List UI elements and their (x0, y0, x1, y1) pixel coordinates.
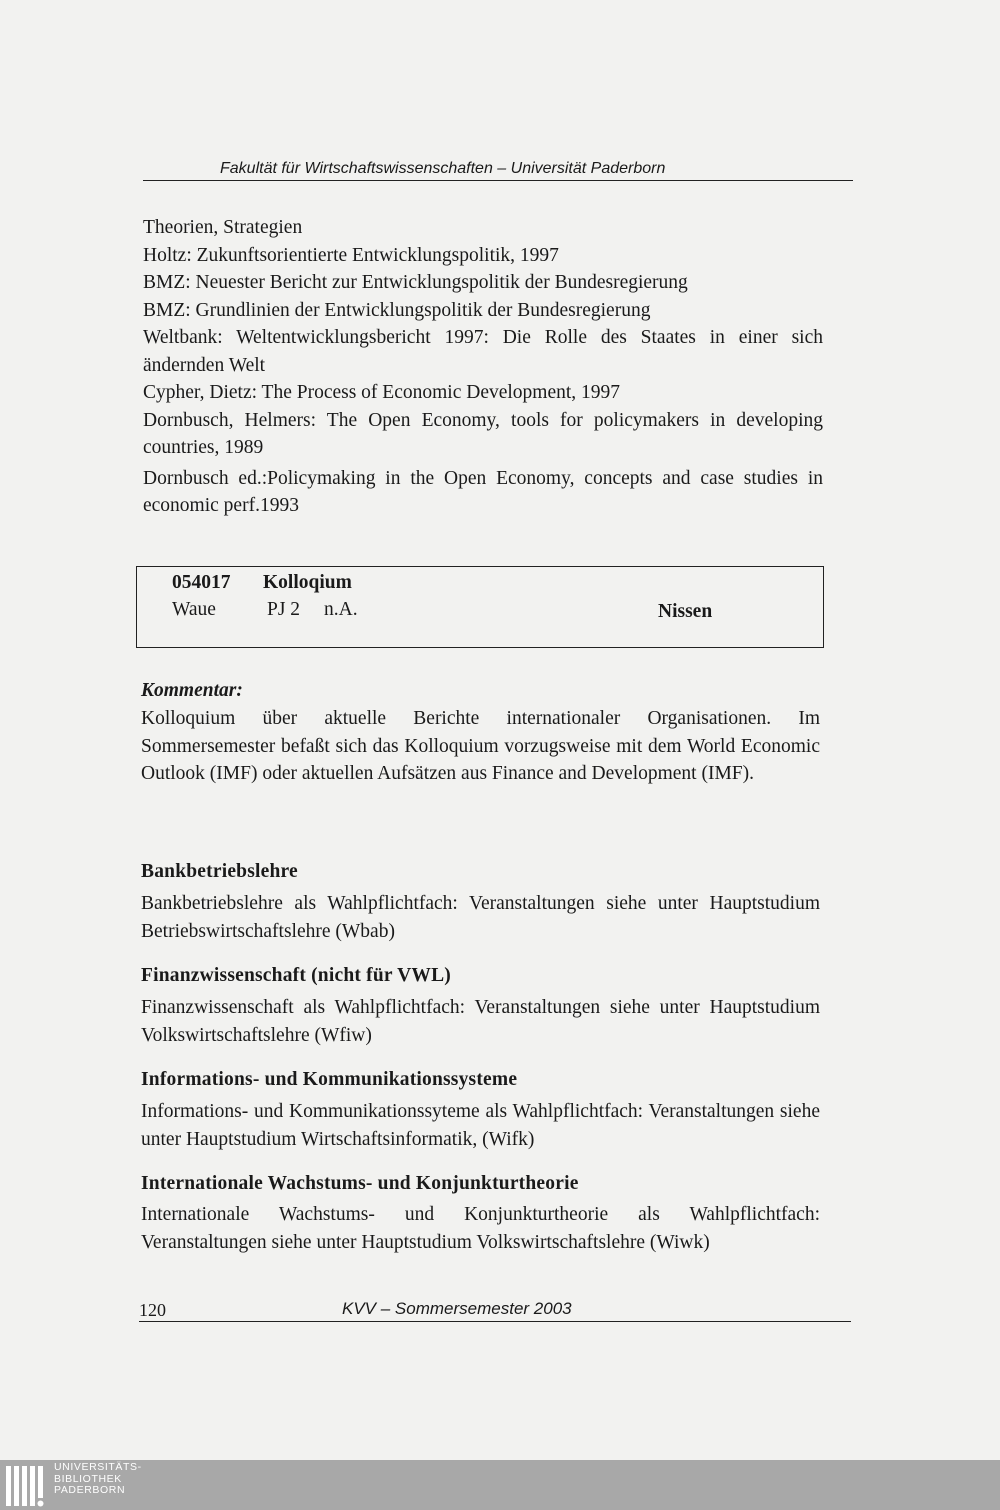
section-text: Bankbetriebslehre als Wahlpflichtfach: Veranstaltungen siehe unter Hauptstudium Betriebswirtschaftslehre (Wbab) (141, 893, 820, 942)
course-title: Kolloqium (263, 572, 352, 593)
course-number: 054017 (172, 572, 231, 593)
library-logo-icon (4, 1462, 50, 1508)
literature-item: BMZ: Neuester Bericht zur Entwicklungspolitik der Bundesregierung (143, 272, 688, 293)
section-heading: Informations- und Kommunikationssysteme (141, 1069, 518, 1090)
section-text: Informations- und Kommunikationssyteme als Wahlpflichtfach: Veranstaltungen siehe unter Hauptstudium Wirtschaftsinformatik, (Wifk) (141, 1101, 820, 1150)
page-footer (139, 1299, 851, 1322)
course-room: Nissen (658, 601, 713, 622)
section-text: Internationale Wachstums- und Konjunkturtheorie als Wahlpflichtfach: Veranstaltungen siehe unter Hauptstudium Volkswirtschaftslehre (Wiwk) (141, 1204, 820, 1253)
literature-list (143, 214, 823, 520)
library-banner (0, 1460, 1000, 1510)
running-header (143, 160, 853, 181)
course-lecturer: Waue (172, 599, 216, 620)
section-heading: Internationale Wachstums- und Konjunkturtheorie (141, 1173, 579, 1194)
library-name (54, 1462, 142, 1497)
literature-item: Theorien, Strategien (143, 217, 303, 238)
section-text: Finanzwissenschaft als Wahlpflichtfach: Veranstaltungen siehe unter Hauptstudium Volkswirtschaftslehre (Wfiw) (141, 997, 820, 1046)
literature-item: Weltbank: Weltentwicklungsbericht 1997: Die Rolle des Staates in einer sich ändernden Welt (143, 327, 823, 376)
course-time: n.A. (324, 599, 358, 620)
literature-item: BMZ: Grundlinien der Entwicklungspolitik der Bundesregierung (143, 299, 651, 321)
page-number: 120 (139, 1300, 166, 1320)
library-name-line: BIBLIOTHEK (54, 1472, 122, 1485)
course-box (136, 566, 824, 648)
commentary-text: Kolloquium über aktuelle Berichte internationaler Organisationen. Im Sommersemester befaßt sich das Kolloquium vorzugsweise mit dem World Economic Outlook (IMF) oder aktuellen Aufsätzen aus Finance and Development (IMF). (141, 708, 820, 784)
commentary-heading: Kommentar: (141, 680, 243, 701)
library-name-line: PADERBORN (54, 1484, 126, 1496)
literature-item: Dornbusch ed.:Policymaking in the Open Economy, concepts and case studies in economic perf.1993 (143, 467, 823, 516)
course-type: PJ 2 (267, 599, 301, 620)
section-heading: Bankbetriebslehre (141, 861, 298, 882)
literature-item: Holtz: Zukunftsorientierte Entwicklungspolitik, 1997 (143, 244, 559, 266)
footer-title: KVV – Sommersemester 2003 (342, 1299, 572, 1318)
section-heading: Finanzwissenschaft (nicht für VWL) (141, 965, 451, 986)
literature-item: Dornbusch, Helmers: The Open Economy, tools for policymakers in developing countries, 1989 (143, 409, 823, 458)
library-name-line: UNIVERSITÄTS- (54, 1461, 142, 1473)
literature-item: Cypher, Dietz: The Process of Economic Development, 1997 (143, 382, 621, 403)
running-header-title: Fakultät für Wirtschaftswissenschaften – Universität Paderborn (220, 160, 666, 177)
